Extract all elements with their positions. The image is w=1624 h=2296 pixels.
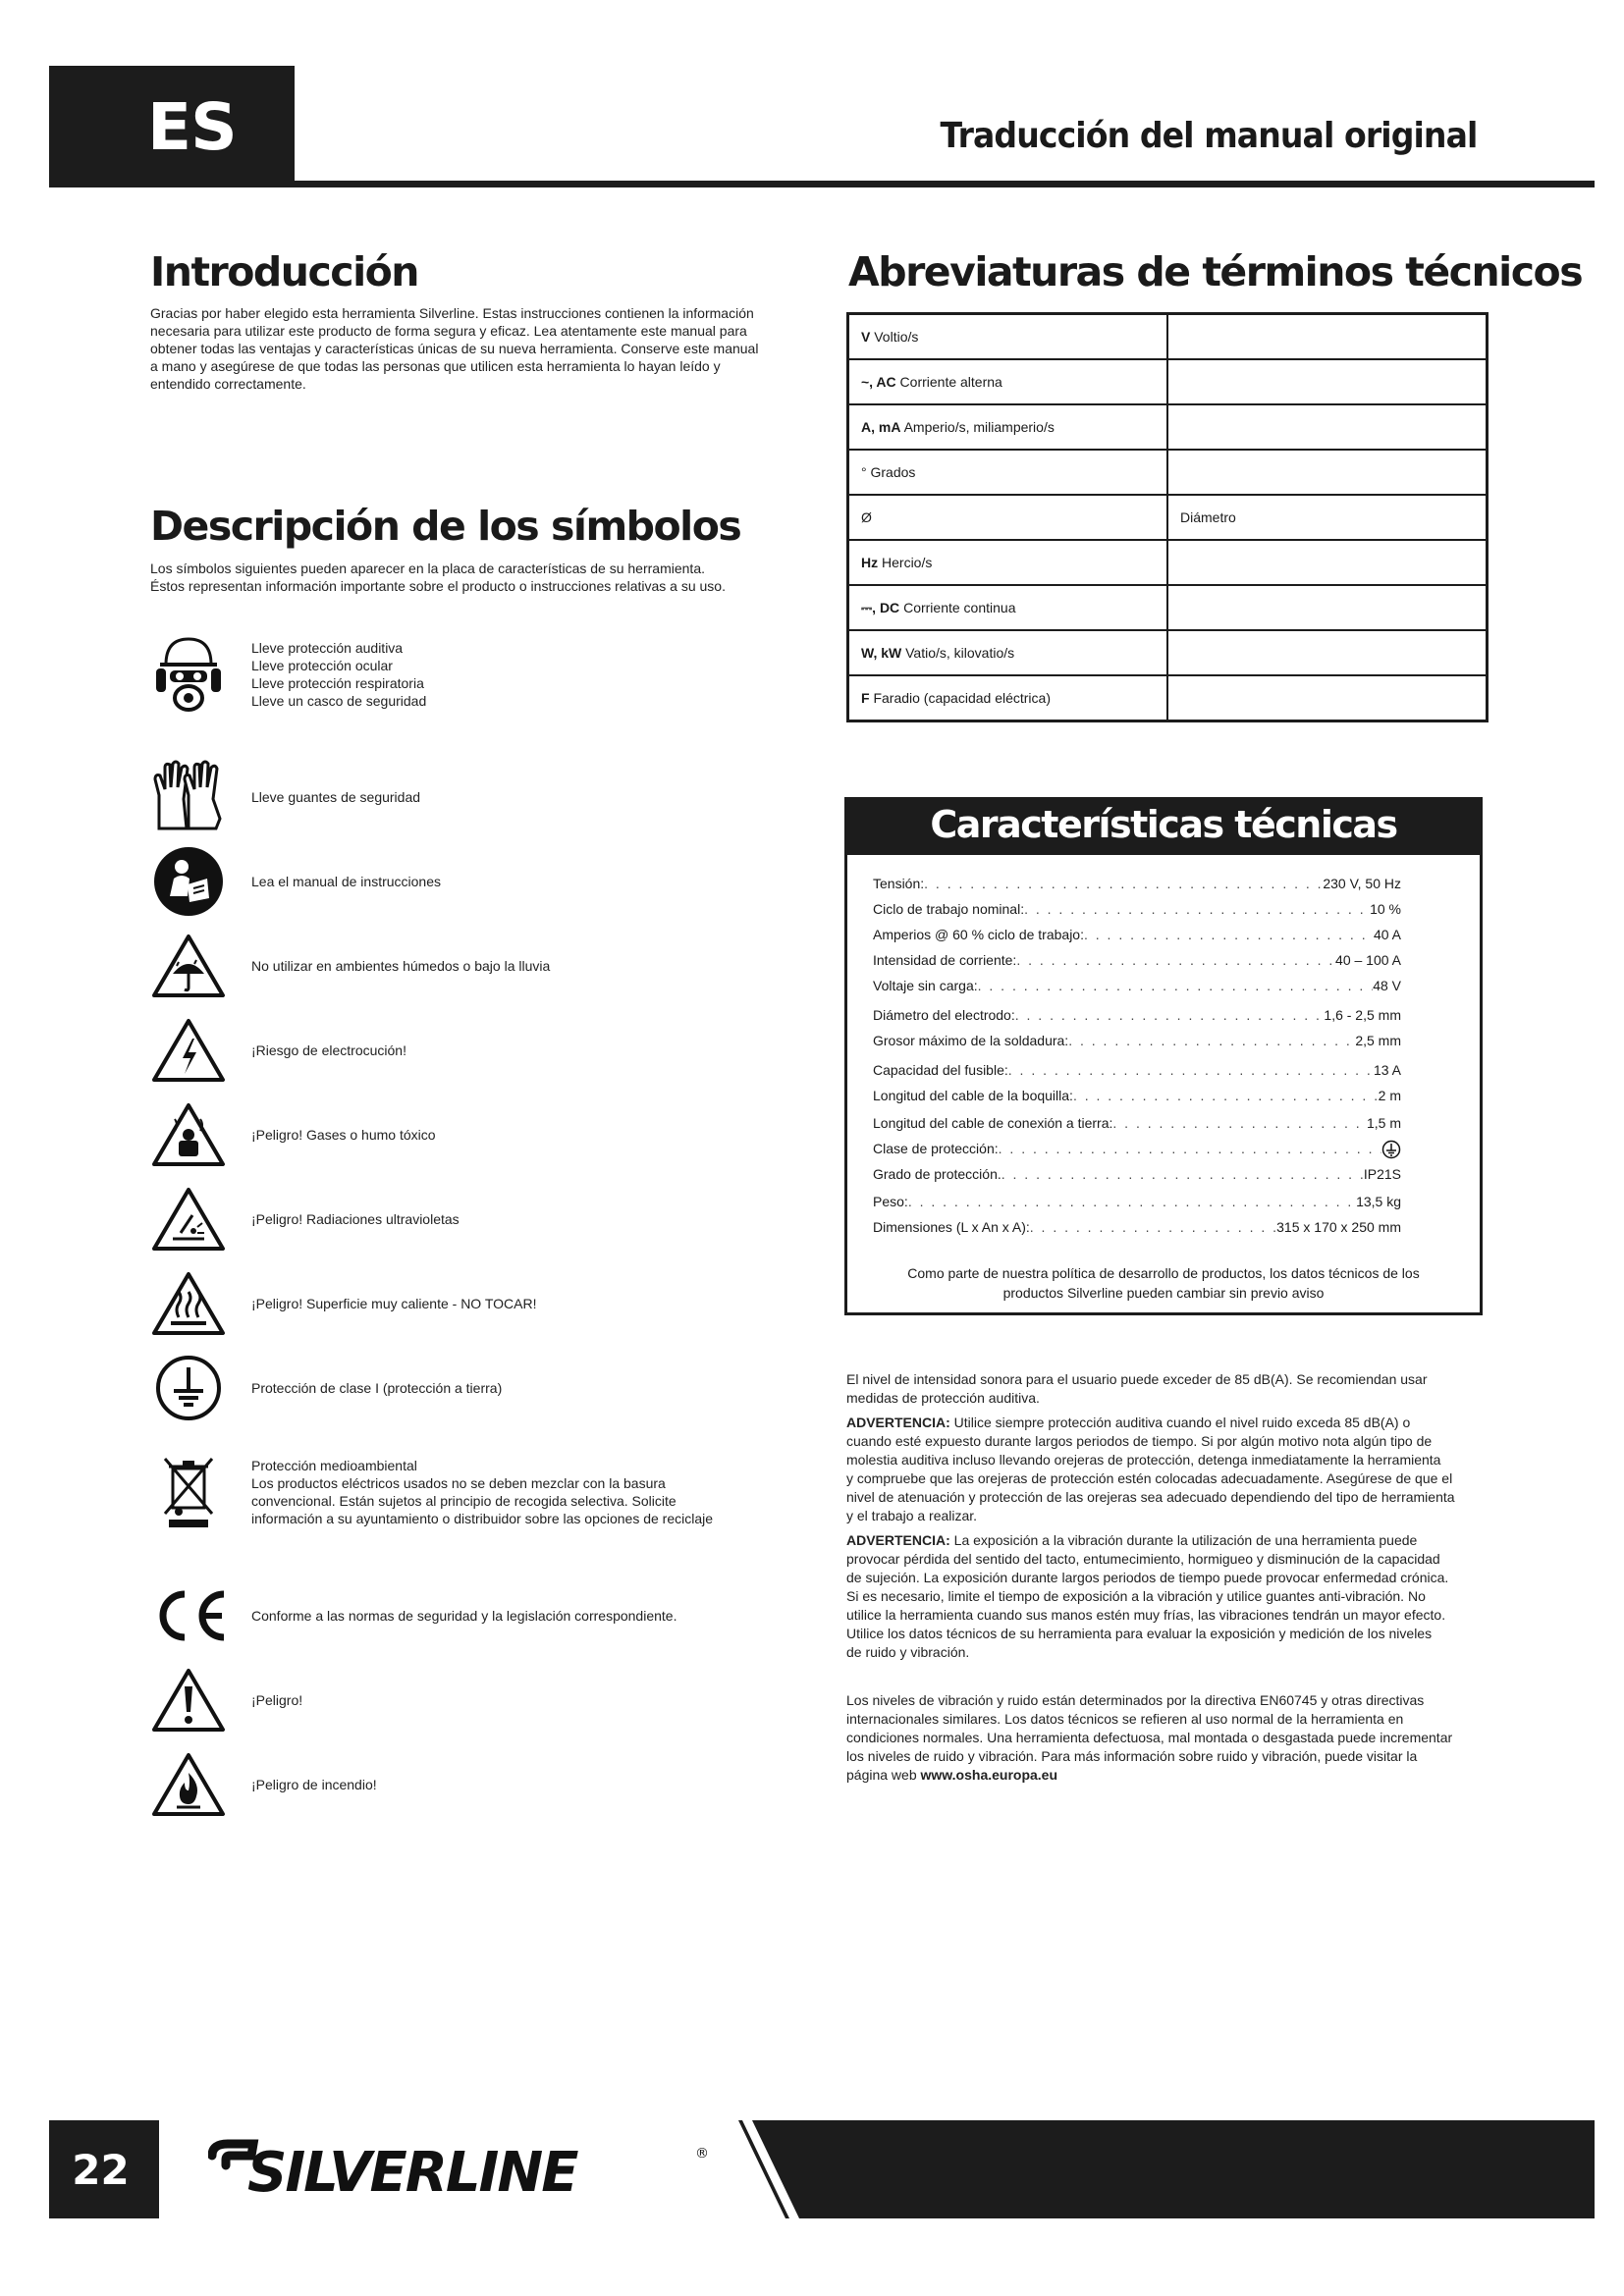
abbr-right-cell	[1167, 404, 1488, 450]
abbr-symbol: A, mA	[861, 419, 901, 435]
abbr-right-cell	[1167, 314, 1488, 360]
abbr-right-cell	[1167, 630, 1488, 675]
specs-note-line: productos Silverline pueden cambiar sin previo aviso	[1002, 1285, 1325, 1301]
abbr-symbol: F	[861, 690, 870, 706]
symbol-text-line: No utilizar en ambientes húmedos o bajo la lluvia	[251, 958, 551, 974]
intro-line: Gracias por haber elegido esta herramienta Silverline. Estas instrucciones contienen la información	[150, 305, 754, 321]
symbol-row	[147, 1178, 776, 1260]
specs-heading: Características técnicas	[844, 797, 1483, 852]
text-line: Utilice los datos técnicos de su herramienta para evaluar la exposición y medición de los niveles	[846, 1626, 1433, 1641]
spec-label: Peso:	[873, 1194, 908, 1209]
symbol-text-line: información a su ayuntamiento o distribuidor sobre las opciones de reciclaje	[251, 1511, 714, 1526]
spec-label: Intensidad de corriente:	[873, 952, 1017, 968]
header-title: Traducción del manual original	[940, 116, 1477, 156]
symbol-text-line: ¡Riesgo de electrocución!	[251, 1042, 406, 1058]
abbr-cell	[848, 404, 1168, 450]
text-line: internacionales similares. Los datos técnicos se refieren al uso normal de la herramienta en	[846, 1711, 1404, 1727]
symbol-text-line: ¡Peligro! Superficie muy caliente - NO TOCAR!	[251, 1296, 537, 1311]
abbr-cell	[848, 585, 1168, 630]
hot-surface-warning-icon	[147, 1262, 230, 1345]
symbol-text-line: Lleve protección respiratoria	[251, 675, 424, 691]
text-line: y el trabajo a realizar.	[846, 1508, 978, 1523]
symbol-row	[147, 925, 776, 1007]
symbol-text-line: Conforme a las normas de seguridad y la legislación correspondiente.	[251, 1608, 677, 1624]
symbol-row	[147, 1009, 776, 1092]
spec-row	[873, 900, 1401, 918]
svg-text:®: ®	[695, 2146, 709, 2162]
earth-protection-class-icon	[1381, 1140, 1401, 1159]
intro-line: a mano y asegúrese de que todas las personas que utilicen esta herramienta lo hayan leído y	[150, 358, 721, 374]
table-row	[848, 675, 1488, 721]
text-line: Los niveles de vibración y ruido están determinados por la directiva EN60745 y otras directivas	[846, 1692, 1425, 1708]
symbol-row	[147, 756, 776, 838]
symbol-text-line: Lleve un casco de seguridad	[251, 693, 427, 709]
symbol-description	[251, 1457, 713, 1527]
spec-label: Grado de protección.	[873, 1166, 1001, 1182]
specs-box	[844, 852, 1483, 1315]
spec-row	[873, 1114, 1401, 1132]
standards-paragraph	[846, 1691, 1494, 1785]
abbr-right-cell	[1167, 540, 1488, 585]
text-line: condiciones normales. Una herramienta defectuosa, mal montada o desgastada puede incrementar	[846, 1730, 1453, 1745]
spec-value: 13,5 kg	[1356, 1194, 1401, 1209]
abbr-symbol: ⎓, DC	[861, 599, 900, 615]
abbr-right-cell	[1167, 675, 1488, 721]
text-line: molestia auditiva incluso llevando orejeras de protección, detenga inmediatamente la herramienta	[846, 1452, 1441, 1468]
symbol-text-line: Los productos eléctricos usados no se deben mezclar con la basura	[251, 1475, 666, 1491]
abbr-meaning: Hercio/s	[882, 555, 933, 570]
table-row	[848, 450, 1488, 495]
spec-value: 48 V	[1373, 978, 1401, 993]
text-line: y compruebe que las orejeras de protección estén colocadas adecuadamente. Asegúrese de que el	[846, 1470, 1453, 1486]
brand-wordmark: SILVERLINE	[247, 2141, 577, 2201]
spec-label: Amperios @ 60 % ciclo de trabajo:	[873, 927, 1084, 942]
text-line: de ruido y vibración.	[846, 1644, 970, 1660]
spec-label: Longitud del cable de la boquilla:	[873, 1088, 1073, 1103]
spec-label: Dimensiones (L x An x A):	[873, 1219, 1030, 1235]
symbol-description	[251, 1295, 536, 1312]
spec-row	[873, 1061, 1401, 1079]
spec-value: 40 A	[1373, 927, 1401, 942]
spec-value: 40 – 100 A	[1335, 952, 1401, 968]
symbol-description	[251, 957, 550, 975]
symbol-text-line: convencional. Están sujetos al principio de recogida selectiva. Solicite	[251, 1493, 677, 1509]
electrocution-warning-icon	[147, 1009, 230, 1092]
noise-section	[846, 1370, 1494, 1785]
spec-value: 1,5 m	[1366, 1115, 1401, 1131]
abbr-meaning: Corriente alterna	[899, 374, 1002, 390]
text-line: cuando esté expuesto durante largos periodos de tiempo. Si por algún motivo nota algún tipo de	[846, 1433, 1433, 1449]
table-row	[848, 314, 1488, 360]
abbr-symbol: V	[861, 329, 871, 345]
abbr-cell	[848, 630, 1168, 675]
abbr-symbol: W, kW	[861, 645, 902, 661]
symbol-description	[251, 1041, 406, 1059]
symbol-row	[147, 1575, 776, 1657]
abbr-right-cell: Diámetro	[1167, 495, 1488, 540]
abbr-meaning: Amperio/s, miliamperio/s	[903, 419, 1055, 435]
symbol-row	[147, 1262, 776, 1345]
symbol-description	[251, 1776, 377, 1793]
spec-label: Grosor máximo de la soldadura:	[873, 1033, 1069, 1048]
abbreviations-table	[846, 312, 1489, 722]
noise-paragraph	[846, 1370, 1494, 1408]
brand-wordmark-icon	[208, 2138, 719, 2201]
table-row	[848, 630, 1488, 675]
table-row	[848, 359, 1488, 404]
symbol-text-line: ¡Peligro! Radiaciones ultravioletas	[251, 1211, 460, 1227]
symbol-description	[251, 873, 441, 890]
text-line: los niveles de ruido y vibración. Para más información sobre ruido y vibración, puede visitar la	[846, 1748, 1418, 1764]
abbr-meaning: Faradio (capacidad eléctrica)	[873, 690, 1051, 706]
spec-value: 2,5 mm	[1355, 1033, 1401, 1048]
earth-protection-icon	[147, 1347, 230, 1429]
table-row	[848, 585, 1488, 630]
intro-line: obtener todas las ventajas y características únicas de su nueva herramienta. Conserve este manual	[150, 341, 759, 356]
spec-label: Tensión:	[873, 876, 925, 891]
symbol-text-line: ¡Peligro! Gases o humo tóxico	[251, 1127, 436, 1143]
abbr-cell	[848, 540, 1168, 585]
spec-label: Diámetro del electrodo:	[873, 1007, 1015, 1023]
abbr-cell	[848, 359, 1168, 404]
symbol-row	[147, 1743, 776, 1826]
hearing-warning	[846, 1414, 1494, 1525]
warning-label: ADVERTENCIA:	[846, 1532, 950, 1548]
text-line: Si es necesario, limite el tiempo de exposición a la vibración y utilice guantes anti-vibración. No	[846, 1588, 1426, 1604]
abbr-cell	[848, 314, 1168, 360]
text-line: provocar pérdida del sentido del tacto, entumecimiento, hormigueo y disminución de la capacidad	[846, 1551, 1440, 1567]
intro-line: entendido correctamente.	[150, 376, 306, 392]
intro-line: necesaria para utilizar este producto de forma segura y eficaz. Lea atentamente este manual para	[150, 323, 747, 339]
silverline-logo	[208, 2138, 719, 2201]
page-number: 22	[72, 2145, 130, 2194]
ppe-head-icon	[147, 633, 230, 716]
specs-note	[887, 1263, 1440, 1303]
text-line: utilice la herramienta cuando sus manos estén muy frías, las vibraciones tendrán un mayor efecto.	[846, 1607, 1446, 1623]
abbr-cell	[848, 675, 1168, 721]
symbols-intro-line: Éstos representan información importante sobre el producto o instrucciones relativas a su uso.	[150, 578, 726, 594]
abbr-meaning: ° Grados	[861, 464, 916, 480]
abbreviations-heading: Abreviaturas de términos técnicos	[848, 248, 1583, 295]
spec-row	[873, 1087, 1401, 1104]
spec-row	[873, 1193, 1401, 1210]
rain-warning-icon	[147, 925, 230, 1007]
text-line: La exposición a la vibración durante la utilización de una herramienta puede	[949, 1532, 1418, 1548]
intro-text	[150, 304, 798, 393]
spec-row	[873, 875, 1401, 892]
spec-value: 230 V, 50 Hz	[1323, 876, 1401, 891]
language-badge	[49, 66, 295, 187]
symbols-intro	[150, 560, 798, 595]
abbr-meaning: Vatio/s, kilovatio/s	[905, 645, 1015, 661]
text-line: página web	[846, 1767, 921, 1783]
symbol-description	[251, 1691, 302, 1709]
abbr-meaning: Corriente continua	[903, 599, 1016, 615]
spec-row	[873, 1218, 1401, 1236]
toxic-fumes-warning-icon	[147, 1094, 230, 1176]
abbr-meaning: Ø	[861, 509, 872, 525]
spec-value: 315 x 170 x 250 mm	[1276, 1219, 1401, 1235]
spec-label: Voltaje sin carga:	[873, 978, 978, 993]
spec-row	[873, 951, 1401, 969]
spec-value: 2 m	[1378, 1088, 1401, 1103]
warning-label: ADVERTENCIA:	[846, 1415, 950, 1430]
spec-value: 1,6 - 2,5 mm	[1324, 1007, 1401, 1023]
symbol-text-line: Protección de clase I (protección a tierra)	[251, 1380, 503, 1396]
symbol-text-line: Lleve guantes de seguridad	[251, 789, 421, 805]
text-line: El nivel de intensidad sonora para el usuario puede exceder de 85 dB(A). Se recomiendan usar	[846, 1371, 1428, 1387]
header-rule	[49, 181, 1595, 187]
symbols-intro-line: Los símbolos siguientes pueden aparecer en la placa de características de su herramienta.	[150, 561, 705, 576]
spec-row	[873, 1032, 1401, 1049]
table-row	[848, 495, 1488, 540]
symbol-description	[251, 1126, 436, 1144]
osha-link[interactable]: www.osha.europa.eu	[920, 1767, 1058, 1783]
weee-bin-icon	[147, 1451, 230, 1533]
abbr-cell	[848, 495, 1168, 540]
symbol-text-line: Lea el manual de instrucciones	[251, 874, 442, 889]
gloves-icon	[147, 756, 230, 838]
text-line: medidas de protección auditiva.	[846, 1390, 1040, 1406]
read-manual-icon	[147, 840, 230, 923]
symbol-text-line: Lleve protección ocular	[251, 658, 393, 673]
table-row	[848, 404, 1488, 450]
symbol-text-line: Lleve protección auditiva	[251, 640, 404, 656]
symbol-row	[147, 1347, 776, 1429]
symbol-row	[147, 1659, 776, 1741]
symbol-row	[147, 1094, 776, 1176]
symbol-text-line: ¡Peligro!	[251, 1692, 303, 1708]
spec-label: Ciclo de trabajo nominal:	[873, 901, 1025, 917]
specs-note-line: Como parte de nuestra política de desarrollo de productos, los datos técnicos de los	[907, 1265, 1420, 1281]
danger-warning-icon	[147, 1659, 230, 1741]
spec-value: 13 A	[1373, 1062, 1401, 1078]
table-row	[848, 540, 1488, 585]
symbols-heading: Descripción de los símbolos	[150, 503, 741, 550]
abbr-right-cell	[1167, 450, 1488, 495]
symbol-text-line: ¡Peligro de incendio!	[251, 1777, 377, 1792]
abbr-right-cell	[1167, 359, 1488, 404]
spec-row	[873, 1006, 1401, 1024]
ce-mark-icon	[147, 1575, 230, 1657]
symbol-row	[147, 1451, 776, 1533]
abbr-right-cell	[1167, 585, 1488, 630]
vibration-warning	[846, 1531, 1494, 1662]
text-line: Utilice siempre protección auditiva cuando el nivel ruido exceda 85 dB(A) o	[949, 1415, 1411, 1430]
spec-value: IP21S	[1363, 1166, 1401, 1182]
abbr-meaning: Voltio/s	[874, 329, 919, 345]
spec-row	[873, 1140, 1401, 1159]
symbol-description	[251, 788, 420, 806]
symbol-text-line: Protección medioambiental	[251, 1458, 417, 1473]
abbr-symbol: Hz	[861, 555, 879, 570]
symbol-description	[251, 1379, 502, 1397]
symbol-description	[251, 1607, 677, 1625]
abbr-symbol: ~, AC	[861, 374, 896, 390]
spec-row	[873, 926, 1401, 943]
symbol-row	[147, 633, 776, 716]
symbol-description	[251, 639, 426, 710]
intro-heading: Introducción	[150, 248, 418, 295]
uv-radiation-warning-icon	[147, 1178, 230, 1260]
language-code: ES	[147, 88, 237, 165]
fire-warning-icon	[147, 1743, 230, 1826]
spec-value: 10 %	[1370, 901, 1401, 917]
spec-label: Clase de protección:	[873, 1141, 999, 1156]
text-line: de sujeción. La exposición durante largos periodos de tiempo puede provocar enfermedad crónica.	[846, 1570, 1449, 1585]
spec-row	[873, 1165, 1401, 1183]
spec-label: Longitud del cable de conexión a tierra:	[873, 1115, 1113, 1131]
spec-row	[873, 977, 1401, 994]
spec-label: Capacidad del fusible:	[873, 1062, 1008, 1078]
abbr-cell	[848, 450, 1168, 495]
symbol-description	[251, 1210, 460, 1228]
text-line: nivel de atenuación y protección de las orejeras sea adecuado dependiendo del tipo de herramienta	[846, 1489, 1455, 1505]
symbol-row	[147, 840, 776, 923]
